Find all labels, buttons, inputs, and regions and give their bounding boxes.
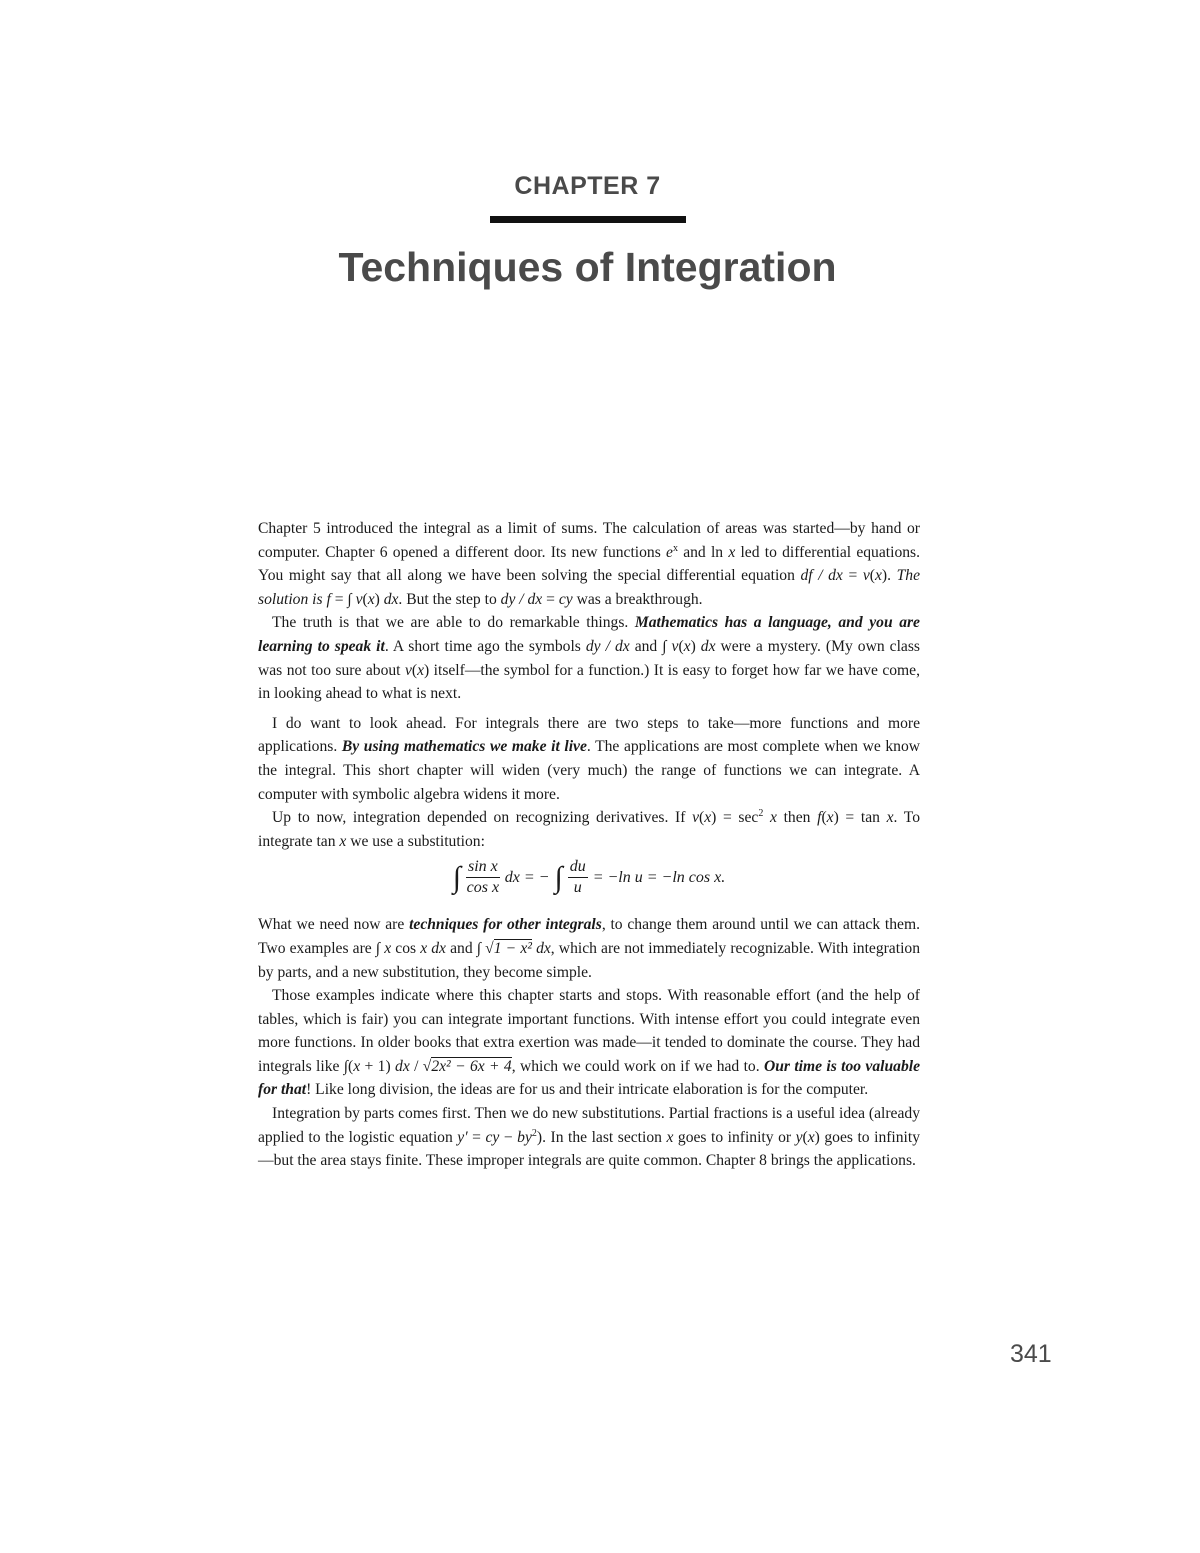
paragraph: I do want to look ahead. For integrals there are two steps to take—more functions and more applications. By using mathematics we make it live. The applications are most complete when we know the integral. This short chapter will widen (very much) the range of functions we can integrate. A computer with symbolic algebra widens it more.	[258, 714, 921, 803]
fraction	[568, 857, 588, 898]
numerator: du	[568, 857, 588, 878]
denominator: cos x	[466, 879, 500, 897]
math-variable: x	[417, 661, 425, 679]
math-variable: x	[874, 567, 882, 585]
numerator: sin x	[466, 857, 500, 878]
math-variable: by	[517, 1128, 532, 1146]
superscript: 2	[758, 807, 764, 819]
math-variable: x	[353, 1057, 361, 1075]
math-variable: x	[384, 939, 392, 957]
math-variable: v	[404, 661, 412, 679]
paragraph: What we need now are techniques for other integrals, to change them around until we can attack them. Two examples are ∫ x cos x dx and ∫ √1 − x² dx, which are not immediately recognizable. With integration by parts, and a new substitution, they become simple.	[258, 916, 920, 981]
math-variable: x	[666, 1128, 674, 1146]
chapter-title: Techniques of Integration	[338, 244, 837, 290]
math-variable: The solution is f	[258, 567, 920, 608]
math-variable: cy	[558, 590, 573, 608]
math-variable: v	[692, 809, 699, 827]
math-variable: df / dx	[800, 567, 843, 585]
math-variable: dy / dx	[500, 590, 543, 608]
math-variable: x	[367, 590, 375, 608]
math-variable: x	[886, 809, 894, 827]
math-variable: v	[671, 637, 679, 655]
math-variable: x	[728, 543, 736, 561]
math-variable: y	[795, 1128, 803, 1146]
equation-text: dx = −	[504, 869, 550, 887]
math-variable: x	[807, 1128, 815, 1146]
math-variable: dx	[536, 939, 551, 957]
math-variable: x	[770, 809, 777, 827]
chapter-intro-text	[258, 517, 920, 1173]
radicand: 1 − x²	[493, 939, 532, 957]
math-variable: v	[355, 590, 363, 608]
display-equation	[258, 857, 920, 913]
math-variable: cy	[485, 1128, 500, 1146]
math-variable: dx	[383, 590, 399, 608]
paragraph: Up to now, integration depended on recognizing derivatives. If $v(x) = \sec^2 x$ then f(x) = tan x. To integrate tan x we use a substitution:	[258, 807, 921, 850]
emphasis-text: By using mathematics we make it live	[341, 738, 587, 756]
integral-sign: ∫	[554, 860, 563, 894]
math-variable: x	[704, 809, 712, 827]
integral-sign: ∫	[452, 860, 461, 894]
superscript: x	[672, 542, 678, 554]
math-variable: x dx	[420, 939, 446, 957]
radicand: 2x² − 6x + 4	[431, 1057, 512, 1075]
paragraph: Integration by parts comes first. Then we do new substitutions. Partial fractions is a useful idea (already applied to the logistic equation y′ = cy − $by^2$). In the last section x goes to infinity or y(x) goes to infinity—but the area stays finite. These improper integrals are quite common. Chapter 8 brings the applications.	[258, 1105, 921, 1170]
math-variable: dx	[395, 1057, 410, 1075]
emphasis-text: Mathematics has a language, and you are learning to speak it	[258, 614, 920, 655]
page-number: 341	[1010, 1340, 1052, 1368]
math-variable: dx	[700, 637, 716, 655]
emphasis-text: techniques for other integrals	[409, 916, 602, 934]
math-variable: x	[339, 832, 347, 850]
fraction	[466, 857, 500, 898]
math-variable: v	[862, 567, 870, 585]
math-variable: x	[826, 809, 834, 827]
paragraph: The truth is that we are able to do remarkable things. Mathematics has a language, and you are learning to speak it. A short time ago the symbols dy / dx and ∫ v(x) dx were a mystery. (My own class was not too sure about v(x) itself—the symbol for a function.) It is easy to forget how far we have come, in looking ahead to what is next.	[258, 614, 920, 703]
equation-row	[453, 857, 725, 898]
math-variable: e	[666, 543, 673, 561]
emphasis-text: Our time is too valuable for that	[258, 1057, 920, 1099]
math-variable: y′	[457, 1128, 468, 1146]
math-variable: dy / dx	[585, 637, 630, 655]
math-variable: f	[817, 809, 822, 827]
equation-text: = −ln u = −ln cos x.	[592, 869, 726, 887]
paragraph: Chapter 5 introduced the integral as a limit of sums. The calculation of areas was started—by hand or computer. Chapter 6 opened a different door. Its new functions $e^x$ and ln x led to differential equations. You might say that all along we have been solving the special differential equation df / dx = v(x). The solution is f = ∫ v(x) dx. But the step to dy / dx = cy was a breakthrough.	[258, 520, 921, 608]
math-variable: x	[683, 637, 691, 655]
denominator: u	[573, 879, 582, 897]
chapter-label: CHAPTER 7	[514, 172, 661, 200]
paragraph: Those examples indicate where this chapter starts and stops. With reasonable effort (and the help of tables, which is fair) you can integrate important functions. With intense effort you could integrate even more functions. In older books that extra exertion was made—it tended to dominate the course. They had integrals like ∫(x + 1) dx / √2x² − 6x + 4, which we could work on if we had to. Our time is too valuable for that! Like long division, the ideas are for us and their intricate elaboration is for the computer.	[258, 987, 920, 1099]
superscript: 2	[531, 1127, 537, 1139]
chapter-divider	[490, 216, 686, 223]
